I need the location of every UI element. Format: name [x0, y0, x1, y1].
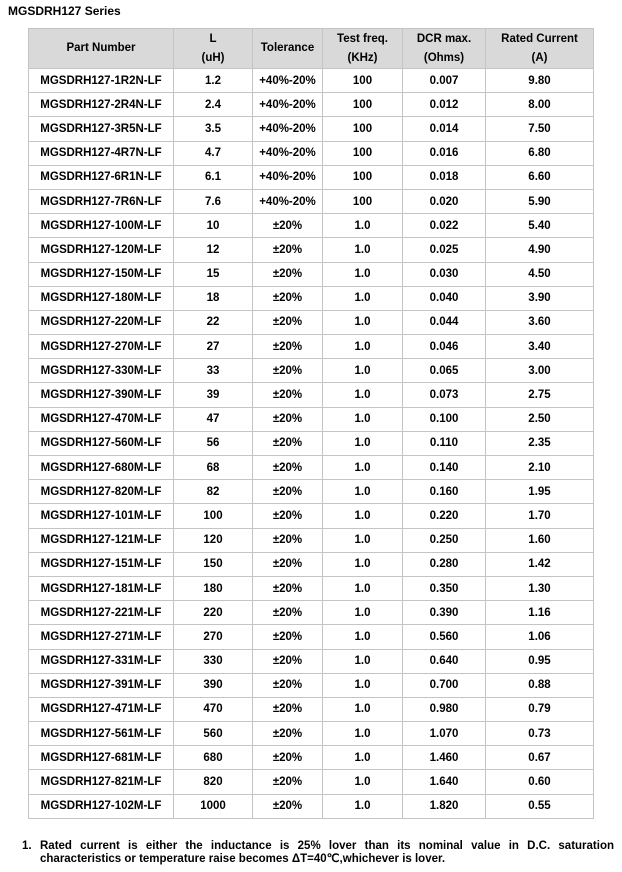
inductance-cell: 12: [174, 238, 253, 262]
header-rated-current: [486, 29, 594, 69]
test-freq-cell: 1.0: [323, 335, 403, 359]
tolerance-cell: ±20%: [253, 504, 323, 528]
header-label: L: [209, 32, 217, 45]
dcr-cell: 0.640: [403, 649, 486, 673]
tolerance-cell: ±20%: [253, 335, 323, 359]
table-row: [29, 189, 594, 213]
inductance-cell: 2.4: [174, 93, 253, 117]
table-row: [29, 746, 594, 770]
part-number-cell: MGSDRH127-471M-LF: [29, 697, 174, 721]
part-number-cell: MGSDRH127-181M-LF: [29, 576, 174, 600]
dcr-cell: 0.025: [403, 238, 486, 262]
test-freq-cell: 1.0: [323, 770, 403, 794]
table-row: [29, 93, 594, 117]
rated-current-cell: 6.60: [486, 165, 594, 189]
tolerance-cell: +40%-20%: [253, 189, 323, 213]
inductance-cell: 27: [174, 335, 253, 359]
tolerance-cell: ±20%: [253, 576, 323, 600]
test-freq-cell: 1.0: [323, 262, 403, 286]
tolerance-cell: ±20%: [253, 625, 323, 649]
test-freq-cell: 1.0: [323, 625, 403, 649]
table-body: [29, 69, 594, 819]
table-row: [29, 214, 594, 238]
tolerance-cell: ±20%: [253, 552, 323, 576]
dcr-cell: 0.012: [403, 93, 486, 117]
inductance-cell: 22: [174, 310, 253, 334]
dcr-cell: 0.007: [403, 69, 486, 93]
spec-table: [28, 28, 594, 819]
inductance-cell: 68: [174, 456, 253, 480]
table-row: [29, 722, 594, 746]
dcr-cell: 0.390: [403, 601, 486, 625]
tolerance-cell: ±20%: [253, 649, 323, 673]
table-row: [29, 601, 594, 625]
inductance-cell: 10: [174, 214, 253, 238]
rated-current-cell: 3.40: [486, 335, 594, 359]
inductance-cell: 6.1: [174, 165, 253, 189]
dcr-cell: 0.022: [403, 214, 486, 238]
part-number-cell: MGSDRH127-2R4N-LF: [29, 93, 174, 117]
header-unit: (A): [531, 51, 548, 64]
header-row: [29, 29, 594, 69]
tolerance-cell: ±20%: [253, 262, 323, 286]
dcr-cell: 0.110: [403, 431, 486, 455]
rated-current-cell: 1.70: [486, 504, 594, 528]
test-freq-cell: 1.0: [323, 697, 403, 721]
table-row: [29, 794, 594, 818]
inductance-cell: 4.7: [174, 141, 253, 165]
rated-current-cell: 6.80: [486, 141, 594, 165]
part-number-cell: MGSDRH127-1R2N-LF: [29, 69, 174, 93]
test-freq-cell: 100: [323, 189, 403, 213]
test-freq-cell: 100: [323, 141, 403, 165]
test-freq-cell: 1.0: [323, 286, 403, 310]
test-freq-cell: 1.0: [323, 576, 403, 600]
rated-current-cell: 1.30: [486, 576, 594, 600]
rated-current-cell: 0.79: [486, 697, 594, 721]
header-label: DCR max.: [416, 32, 472, 45]
table-row: [29, 697, 594, 721]
table-row: [29, 770, 594, 794]
part-number-cell: MGSDRH127-820M-LF: [29, 480, 174, 504]
inductance-cell: 150: [174, 552, 253, 576]
part-number-cell: MGSDRH127-470M-LF: [29, 407, 174, 431]
dcr-cell: 0.018: [403, 165, 486, 189]
rated-current-cell: 1.42: [486, 552, 594, 576]
tolerance-cell: ±20%: [253, 480, 323, 504]
rated-current-cell: 2.50: [486, 407, 594, 431]
rated-current-cell: 0.88: [486, 673, 594, 697]
dcr-cell: 0.044: [403, 310, 486, 334]
tolerance-cell: ±20%: [253, 456, 323, 480]
part-number-cell: MGSDRH127-391M-LF: [29, 673, 174, 697]
dcr-cell: 0.100: [403, 407, 486, 431]
rated-current-cell: 0.95: [486, 649, 594, 673]
footnote: [22, 840, 614, 866]
dcr-cell: 0.560: [403, 625, 486, 649]
part-number-cell: MGSDRH127-330M-LF: [29, 359, 174, 383]
test-freq-cell: 1.0: [323, 673, 403, 697]
inductance-cell: 47: [174, 407, 253, 431]
series-title: MGSDRH127 Series: [8, 4, 121, 18]
inductance-cell: 120: [174, 528, 253, 552]
table-row: [29, 335, 594, 359]
table-row: [29, 238, 594, 262]
inductance-cell: 1.2: [174, 69, 253, 93]
table-row: [29, 649, 594, 673]
part-number-cell: MGSDRH127-151M-LF: [29, 552, 174, 576]
tolerance-cell: ±20%: [253, 359, 323, 383]
rated-current-cell: 3.60: [486, 310, 594, 334]
test-freq-cell: 100: [323, 117, 403, 141]
test-freq-cell: 1.0: [323, 746, 403, 770]
rated-current-cell: 1.95: [486, 480, 594, 504]
table-row: [29, 383, 594, 407]
tolerance-cell: ±20%: [253, 383, 323, 407]
test-freq-cell: 1.0: [323, 649, 403, 673]
part-number-cell: MGSDRH127-220M-LF: [29, 310, 174, 334]
inductance-cell: 39: [174, 383, 253, 407]
test-freq-cell: 1.0: [323, 238, 403, 262]
part-number-cell: MGSDRH127-561M-LF: [29, 722, 174, 746]
dcr-cell: 1.820: [403, 794, 486, 818]
dcr-cell: 0.980: [403, 697, 486, 721]
rated-current-cell: 5.40: [486, 214, 594, 238]
test-freq-cell: 1.0: [323, 310, 403, 334]
inductance-cell: 180: [174, 576, 253, 600]
tolerance-cell: ±20%: [253, 746, 323, 770]
table-row: [29, 504, 594, 528]
tolerance-cell: ±20%: [253, 673, 323, 697]
part-number-cell: MGSDRH127-121M-LF: [29, 528, 174, 552]
test-freq-cell: 1.0: [323, 383, 403, 407]
inductance-cell: 220: [174, 601, 253, 625]
part-number-cell: MGSDRH127-680M-LF: [29, 456, 174, 480]
tolerance-cell: +40%-20%: [253, 69, 323, 93]
table-row: [29, 165, 594, 189]
tolerance-cell: ±20%: [253, 310, 323, 334]
inductance-cell: 820: [174, 770, 253, 794]
table-row: [29, 407, 594, 431]
table-row: [29, 286, 594, 310]
table-row: [29, 262, 594, 286]
part-number-cell: MGSDRH127-221M-LF: [29, 601, 174, 625]
inductance-cell: 470: [174, 697, 253, 721]
table-row: [29, 69, 594, 93]
dcr-cell: 1.640: [403, 770, 486, 794]
tolerance-cell: ±20%: [253, 794, 323, 818]
part-number-cell: MGSDRH127-180M-LF: [29, 286, 174, 310]
part-number-cell: MGSDRH127-390M-LF: [29, 383, 174, 407]
part-number-cell: MGSDRH127-560M-LF: [29, 431, 174, 455]
inductance-cell: 560: [174, 722, 253, 746]
test-freq-cell: 1.0: [323, 601, 403, 625]
header-dcr-max: [403, 29, 486, 69]
inductance-cell: 1000: [174, 794, 253, 818]
inductance-cell: 680: [174, 746, 253, 770]
rated-current-cell: 3.00: [486, 359, 594, 383]
table-row: [29, 625, 594, 649]
rated-current-cell: 2.75: [486, 383, 594, 407]
header-part-number: [29, 29, 174, 69]
inductance-cell: 18: [174, 286, 253, 310]
rated-current-cell: 9.80: [486, 69, 594, 93]
tolerance-cell: +40%-20%: [253, 93, 323, 117]
dcr-cell: 0.700: [403, 673, 486, 697]
dcr-cell: 0.016: [403, 141, 486, 165]
part-number-cell: MGSDRH127-270M-LF: [29, 335, 174, 359]
test-freq-cell: 100: [323, 165, 403, 189]
rated-current-cell: 2.10: [486, 456, 594, 480]
part-number-cell: MGSDRH127-102M-LF: [29, 794, 174, 818]
test-freq-cell: 1.0: [323, 504, 403, 528]
dcr-cell: 0.014: [403, 117, 486, 141]
part-number-cell: MGSDRH127-7R6N-LF: [29, 189, 174, 213]
dcr-cell: 0.350: [403, 576, 486, 600]
rated-current-cell: 0.73: [486, 722, 594, 746]
dcr-cell: 0.280: [403, 552, 486, 576]
test-freq-cell: 1.0: [323, 431, 403, 455]
inductance-cell: 3.5: [174, 117, 253, 141]
inductance-cell: 82: [174, 480, 253, 504]
test-freq-cell: 1.0: [323, 214, 403, 238]
dcr-cell: 1.460: [403, 746, 486, 770]
inductance-cell: 33: [174, 359, 253, 383]
table-row: [29, 431, 594, 455]
tolerance-cell: ±20%: [253, 407, 323, 431]
dcr-cell: 0.220: [403, 504, 486, 528]
table-row: [29, 528, 594, 552]
tolerance-cell: ±20%: [253, 431, 323, 455]
tolerance-cell: ±20%: [253, 286, 323, 310]
rated-current-cell: 2.35: [486, 431, 594, 455]
header-label: Part Number: [66, 42, 136, 54]
rated-current-cell: 0.55: [486, 794, 594, 818]
part-number-cell: MGSDRH127-4R7N-LF: [29, 141, 174, 165]
rated-current-cell: 1.16: [486, 601, 594, 625]
part-number-cell: MGSDRH127-681M-LF: [29, 746, 174, 770]
table-row: [29, 480, 594, 504]
dcr-cell: 0.030: [403, 262, 486, 286]
header-label: Tolerance: [260, 42, 315, 54]
dcr-cell: 0.046: [403, 335, 486, 359]
part-number-cell: MGSDRH127-3R5N-LF: [29, 117, 174, 141]
header-unit: (Ohms): [423, 51, 465, 64]
tolerance-cell: ±20%: [253, 214, 323, 238]
header-test-freq: [323, 29, 403, 69]
test-freq-cell: 1.0: [323, 722, 403, 746]
table-row: [29, 552, 594, 576]
table-row: [29, 576, 594, 600]
rated-current-cell: 3.90: [486, 286, 594, 310]
table-row: [29, 141, 594, 165]
tolerance-cell: ±20%: [253, 601, 323, 625]
inductance-cell: 390: [174, 673, 253, 697]
test-freq-cell: 100: [323, 93, 403, 117]
footnote-text: Rated current is either the inductance is 25% lover than its nominal value in D.C. saturation characteristics or temperature raise becomes ΔT=40℃,whichever is lover.: [40, 840, 614, 865]
tolerance-cell: ±20%: [253, 770, 323, 794]
part-number-cell: MGSDRH127-100M-LF: [29, 214, 174, 238]
inductance-cell: 56: [174, 431, 253, 455]
test-freq-cell: 1.0: [323, 528, 403, 552]
tolerance-cell: +40%-20%: [253, 165, 323, 189]
dcr-cell: 0.020: [403, 189, 486, 213]
test-freq-cell: 1.0: [323, 552, 403, 576]
test-freq-cell: 1.0: [323, 359, 403, 383]
rated-current-cell: 4.90: [486, 238, 594, 262]
dcr-cell: 1.070: [403, 722, 486, 746]
part-number-cell: MGSDRH127-120M-LF: [29, 238, 174, 262]
header-tolerance: [253, 29, 323, 69]
part-number-cell: MGSDRH127-6R1N-LF: [29, 165, 174, 189]
dcr-cell: 0.140: [403, 456, 486, 480]
dcr-cell: 0.065: [403, 359, 486, 383]
table-row: [29, 117, 594, 141]
rated-current-cell: 0.60: [486, 770, 594, 794]
part-number-cell: MGSDRH127-101M-LF: [29, 504, 174, 528]
header-label: Test freq.: [337, 32, 388, 45]
tolerance-cell: ±20%: [253, 722, 323, 746]
table-row: [29, 456, 594, 480]
dcr-cell: 0.073: [403, 383, 486, 407]
part-number-cell: MGSDRH127-271M-LF: [29, 625, 174, 649]
rated-current-cell: 8.00: [486, 93, 594, 117]
inductance-cell: 270: [174, 625, 253, 649]
table-row: [29, 673, 594, 697]
footnote-number: 1.: [22, 840, 32, 852]
header-unit: (KHz): [347, 51, 378, 64]
tolerance-cell: +40%-20%: [253, 141, 323, 165]
dcr-cell: 0.250: [403, 528, 486, 552]
test-freq-cell: 100: [323, 69, 403, 93]
table-row: [29, 310, 594, 334]
rated-current-cell: 1.06: [486, 625, 594, 649]
tolerance-cell: ±20%: [253, 528, 323, 552]
test-freq-cell: 1.0: [323, 407, 403, 431]
test-freq-cell: 1.0: [323, 794, 403, 818]
tolerance-cell: ±20%: [253, 238, 323, 262]
tolerance-cell: ±20%: [253, 697, 323, 721]
part-number-cell: MGSDRH127-150M-LF: [29, 262, 174, 286]
dcr-cell: 0.040: [403, 286, 486, 310]
inductance-cell: 100: [174, 504, 253, 528]
inductance-cell: 15: [174, 262, 253, 286]
part-number-cell: MGSDRH127-331M-LF: [29, 649, 174, 673]
rated-current-cell: 0.67: [486, 746, 594, 770]
inductance-cell: 7.6: [174, 189, 253, 213]
table-row: [29, 359, 594, 383]
rated-current-cell: 1.60: [486, 528, 594, 552]
test-freq-cell: 1.0: [323, 456, 403, 480]
test-freq-cell: 1.0: [323, 480, 403, 504]
inductance-cell: 330: [174, 649, 253, 673]
header-label: Rated Current: [501, 32, 578, 45]
part-number-cell: MGSDRH127-821M-LF: [29, 770, 174, 794]
tolerance-cell: +40%-20%: [253, 117, 323, 141]
dcr-cell: 0.160: [403, 480, 486, 504]
rated-current-cell: 7.50: [486, 117, 594, 141]
rated-current-cell: 4.50: [486, 262, 594, 286]
header-unit: (uH): [201, 51, 225, 64]
header-inductance: [174, 29, 253, 69]
rated-current-cell: 5.90: [486, 189, 594, 213]
